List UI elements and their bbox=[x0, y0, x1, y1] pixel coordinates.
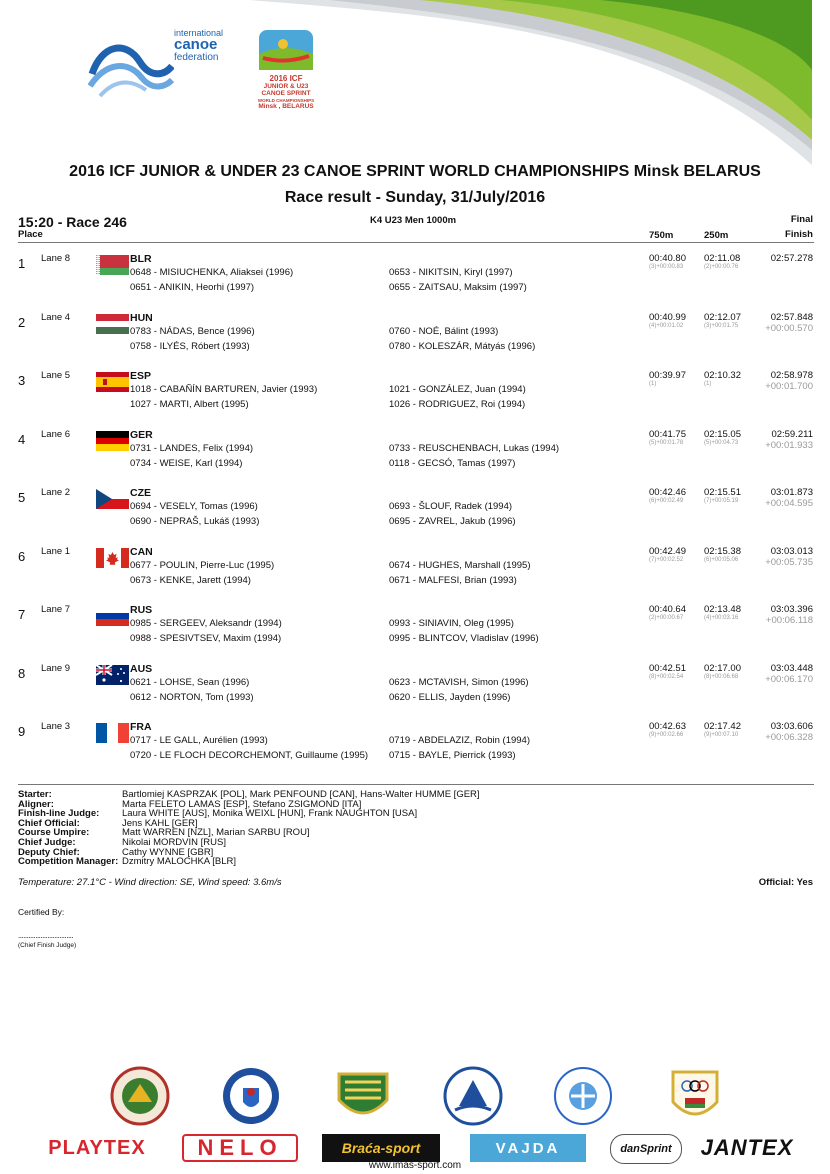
result-row bbox=[0, 602, 830, 660]
split-250m-time: 02:15.38 bbox=[704, 546, 741, 557]
sponsor-playtex: PLAYTEX bbox=[48, 1136, 146, 1159]
sports-ministry-emblem-icon bbox=[553, 1066, 613, 1126]
result-row bbox=[0, 427, 830, 485]
split-250m-rank: (1) bbox=[704, 381, 712, 387]
place-number: 5 bbox=[18, 490, 26, 505]
place-number: 7 bbox=[18, 607, 26, 622]
signature-line: ................................ bbox=[18, 931, 74, 940]
athlete-name: 0118 - GECSÓ, Tamas (1997) bbox=[389, 458, 516, 469]
athlete-name: 0620 - ELLIS, Jayden (1996) bbox=[389, 692, 511, 703]
icf-logo-line-2: canoe bbox=[174, 36, 218, 53]
sponsor-braca-sport: Braća-sport bbox=[322, 1134, 440, 1162]
split-250m-time: 02:17.42 bbox=[704, 721, 741, 732]
place-number: 4 bbox=[18, 432, 26, 447]
icf-logo bbox=[88, 26, 238, 106]
official-names: Dzmitry MALOCHKA [BLR] bbox=[122, 856, 237, 868]
canoe-emblem-icon bbox=[255, 28, 317, 72]
athlete-name: 0717 - LE GALL, Aurélien (1993) bbox=[130, 735, 268, 746]
lane-label: Lane 1 bbox=[41, 546, 71, 557]
country-code: HUN bbox=[130, 312, 153, 324]
lane-label: Lane 9 bbox=[41, 663, 71, 674]
split-250m-time: 02:15.51 bbox=[704, 487, 741, 498]
page-subtitle: Race result - Sunday, 31/July/2016 bbox=[284, 189, 546, 206]
athlete-name: 0734 - WEISE, Karl (1994) bbox=[130, 458, 243, 469]
country-code: BLR bbox=[130, 253, 152, 265]
split-250m-time: 02:12.07 bbox=[704, 312, 741, 323]
time-behind: +00:05.735 bbox=[765, 557, 813, 568]
country-code: ESP bbox=[130, 370, 152, 382]
lane-label: Lane 4 bbox=[41, 312, 71, 323]
minsk-coat-of-arms-icon bbox=[221, 1066, 281, 1126]
athlete-name: 0780 - KOLESZÁR, Mátyás (1996) bbox=[389, 341, 536, 352]
split-250m-time: 02:15.05 bbox=[704, 429, 741, 440]
finish-time: 03:03.396 bbox=[770, 604, 813, 615]
finish-time: 02:57.278 bbox=[770, 253, 813, 264]
finish-time: 03:01.873 bbox=[770, 487, 813, 498]
split-250m-time: 02:13.48 bbox=[704, 604, 741, 615]
split-750m-rank: (3)+00:00.83 bbox=[649, 264, 684, 270]
rus-flag-icon bbox=[96, 606, 129, 626]
time-behind: +00:06.118 bbox=[765, 615, 813, 626]
athlete-name: 0995 - BLINTCOV, Vladislav (1996) bbox=[389, 633, 539, 644]
split-750m-time: 00:40.99 bbox=[649, 312, 686, 323]
split-250m-rank: (7)+00:05.19 bbox=[704, 498, 739, 504]
event-logo-line-3: CANOE SPRINT bbox=[261, 90, 311, 97]
athlete-name: 1026 - RODRIGUEZ, Roi (1994) bbox=[389, 399, 526, 410]
finish-time: 03:03.448 bbox=[770, 663, 813, 674]
federation-crest-icon bbox=[110, 1066, 170, 1126]
sponsor-vajda: VAJDA bbox=[470, 1134, 586, 1162]
olympic-committee-emblem-icon bbox=[665, 1066, 725, 1126]
time-behind: +00:06.328 bbox=[765, 732, 813, 743]
split-750m-rank: (9)+00:02.66 bbox=[649, 732, 684, 738]
athlete-name: 0760 - NOÉ, Bálint (1993) bbox=[389, 326, 499, 337]
split-750m-rank: (6)+00:02.49 bbox=[649, 498, 684, 504]
country-code: CZE bbox=[130, 487, 151, 499]
place-number: 2 bbox=[18, 315, 26, 330]
website-url: www.imas-sport.com bbox=[368, 1160, 462, 1171]
split-250m-time: 02:11.08 bbox=[704, 253, 741, 264]
official-role-label: Finish-line Judge: bbox=[18, 808, 100, 820]
place-number: 3 bbox=[18, 373, 26, 388]
official-role-label: Starter: bbox=[18, 789, 52, 800]
event-logo-line-2: JUNIOR & U23 bbox=[263, 83, 309, 90]
sponsor-dansprint: danSprint bbox=[610, 1134, 682, 1164]
official-role-label: Deputy Chief: bbox=[18, 846, 80, 858]
official-names: Cathy WYNNE [GBR] bbox=[122, 846, 214, 858]
finish-time: 03:03.606 bbox=[770, 721, 813, 732]
split-750m-time: 00:40.80 bbox=[649, 253, 686, 264]
lane-label: Lane 5 bbox=[41, 370, 71, 381]
athlete-name: 0612 - NORTON, Tom (1993) bbox=[130, 692, 254, 703]
championships-logo bbox=[255, 28, 317, 112]
icf-logo-line-1: international bbox=[174, 28, 224, 38]
official-role-label: Competition Manager: bbox=[18, 856, 119, 868]
athlete-name: 0758 - ILYÉS, Róbert (1993) bbox=[130, 341, 250, 352]
finish-time: 02:57.848 bbox=[770, 312, 813, 323]
esp-flag-icon bbox=[96, 372, 129, 392]
result-row bbox=[0, 485, 830, 543]
athlete-name: 0674 - HUGHES, Marshall (1995) bbox=[389, 560, 531, 571]
split-750m-rank: (5)+00:01.78 bbox=[649, 440, 684, 446]
official-names: Laura WHITE [AUS], Monika WEIXL [HUN], Frank NAUGHTON [USA] bbox=[122, 808, 418, 820]
official-names: Matt WARREN [NZL], Marian SARBU [ROU] bbox=[122, 827, 310, 839]
split-250m-rank: (8)+00:06.68 bbox=[704, 674, 739, 680]
split-750m-time: 00:42.49 bbox=[649, 546, 686, 557]
split-750m-time: 00:39.97 bbox=[649, 370, 686, 381]
athlete-name: 0653 - NIKITSIN, Kiryl (1997) bbox=[389, 267, 513, 278]
athlete-name: 0715 - BAYLE, Pierrick (1993) bbox=[389, 750, 516, 761]
official-names: Bartlomiej KASPRZAK [POL], Mark PENFOUND [CAN], Hans-Walter HUMME [GER] bbox=[122, 789, 480, 800]
split-750m-time: 00:40.64 bbox=[649, 604, 686, 615]
signature-role: (Chief Finish Judge) bbox=[18, 942, 77, 949]
athlete-name: 0988 - SPESIVTSEV, Maxim (1994) bbox=[130, 633, 282, 644]
official-role-label: Chief Official: bbox=[18, 817, 80, 829]
result-row bbox=[0, 544, 830, 602]
fra-flag-icon bbox=[96, 723, 129, 743]
place-number: 8 bbox=[18, 666, 26, 681]
time-behind: +00:00.570 bbox=[765, 323, 813, 334]
sponsor-nelo: NELO bbox=[182, 1134, 298, 1162]
athlete-name: 0677 - POULIN, Pierre-Luc (1995) bbox=[130, 560, 275, 571]
event-logo-line-4: WORLD CHAMPIONSHIPS bbox=[257, 98, 315, 103]
official-role-label: Chief Judge: bbox=[18, 837, 76, 848]
finish-time: 02:59.211 bbox=[771, 429, 813, 440]
split-750m-rank: (7)+00:02.52 bbox=[649, 557, 684, 563]
athlete-name: 0690 - NEPRAŠ, Lukáš (1993) bbox=[130, 516, 260, 527]
cze-flag-icon bbox=[96, 489, 129, 509]
official-names: Nikolai MORDVIN [RUS] bbox=[122, 837, 226, 848]
event-name: K4 U23 Men 1000m bbox=[370, 215, 457, 226]
athlete-name: 0719 - ABDELAZIZ, Robin (1994) bbox=[389, 735, 530, 746]
page-title: 2016 ICF JUNIOR & UNDER 23 CANOE SPRINT WORLD CHAMPIONSHIPS Minsk BELARUS bbox=[69, 163, 761, 180]
official-status: Official: Yes bbox=[758, 877, 813, 888]
country-code: GER bbox=[130, 429, 153, 441]
rowing-federation-emblem-icon bbox=[443, 1066, 503, 1126]
official-names: Marta FELETO LAMAS [ESP], Stefano ZSIGMOND [ITA] bbox=[122, 798, 362, 810]
split-250m-rank: (3)+00:01.75 bbox=[704, 323, 739, 329]
split-250m-time: 02:17.00 bbox=[704, 663, 741, 674]
place-number: 1 bbox=[18, 256, 26, 271]
country-code: AUS bbox=[130, 663, 153, 675]
aus-flag-icon bbox=[96, 665, 129, 685]
athlete-name: 0648 - MISIUCHENKA, Aliaksei (1996) bbox=[130, 267, 294, 278]
split-750m-time: 00:42.63 bbox=[649, 721, 686, 732]
lane-label: Lane 8 bbox=[41, 253, 71, 264]
athlete-name: 0671 - MALFESI, Brian (1993) bbox=[389, 575, 517, 586]
athlete-name: 0694 - VESELY, Tomas (1996) bbox=[130, 501, 258, 512]
place-number: 9 bbox=[18, 724, 26, 739]
split-750m-time: 00:42.51 bbox=[649, 663, 686, 674]
split-250m-rank: (5)+00:04.73 bbox=[704, 440, 739, 446]
event-logo-line-1: 2016 ICF bbox=[269, 74, 303, 83]
hun-flag-icon bbox=[96, 314, 129, 334]
result-row bbox=[0, 251, 830, 309]
time-behind: +00:06.170 bbox=[765, 674, 813, 685]
split-250m-rank: (4)+00:03.16 bbox=[704, 615, 739, 621]
split-750m-rank: (1) bbox=[649, 381, 657, 387]
icf-logo-line-3: federation bbox=[174, 52, 219, 63]
finish-time: 02:58.978 bbox=[770, 370, 813, 381]
athlete-name: 0673 - KENKE, Jarett (1994) bbox=[130, 575, 251, 586]
lane-label: Lane 3 bbox=[41, 721, 71, 732]
sponsor-jantex: JANTEX bbox=[700, 1135, 794, 1160]
ger-flag-icon bbox=[96, 431, 129, 451]
time-behind: +00:01.700 bbox=[765, 381, 813, 392]
athlete-name: 0623 - MCTAVISH, Simon (1996) bbox=[389, 677, 529, 688]
split-750m-rank: (2)+00:00.67 bbox=[649, 615, 684, 621]
split-250m-rank: (2)+00:00.76 bbox=[704, 264, 739, 270]
header-divider bbox=[18, 242, 814, 243]
athlete-name: 1021 - GONZÁLEZ, Juan (1994) bbox=[389, 384, 526, 395]
results-divider bbox=[18, 784, 814, 785]
col-finish-header: Finish bbox=[785, 229, 813, 240]
athlete-name: 0993 - SINIAVIN, Oleg (1995) bbox=[389, 618, 514, 629]
col-place-header: Place bbox=[18, 229, 43, 240]
lane-label: Lane 6 bbox=[41, 429, 71, 440]
icf-wave-icon bbox=[88, 26, 174, 104]
lane-label: Lane 7 bbox=[41, 604, 71, 615]
athlete-name: 0731 - LANDES, Felix (1994) bbox=[130, 443, 254, 454]
col-750m-header: 750m bbox=[649, 230, 674, 241]
official-names: Jens KAHL [GER] bbox=[122, 817, 198, 829]
split-750m-time: 00:42.46 bbox=[649, 487, 686, 498]
athlete-name: 0733 - REUSCHENBACH, Lukas (1994) bbox=[389, 443, 560, 454]
split-750m-rank: (8)+00:02.54 bbox=[649, 674, 684, 680]
split-250m-rank: (6)+00:05.06 bbox=[704, 557, 739, 563]
certified-by-label: Certified By: bbox=[18, 907, 65, 917]
athlete-name: 0695 - ZAVREL, Jakub (1996) bbox=[389, 516, 516, 527]
event-logo-line-5: Minsk , BELARUS bbox=[258, 103, 314, 110]
country-code: RUS bbox=[130, 604, 153, 616]
athlete-name: 0693 - ŠLOUF, Radek (1994) bbox=[389, 501, 513, 512]
result-row bbox=[0, 310, 830, 368]
athlete-name: 1027 - MARTI, Albert (1995) bbox=[130, 399, 249, 410]
split-250m-rank: (9)+00:07.10 bbox=[704, 732, 739, 738]
time-behind: +00:04.595 bbox=[765, 498, 813, 509]
result-row bbox=[0, 719, 830, 777]
athlete-name: 0651 - ANIKIN, Heorhi (1997) bbox=[130, 282, 255, 293]
athlete-name: 0720 - LE FLOCH DECORCHEMONT, Guillaume (1995) bbox=[130, 750, 369, 761]
athlete-name: 1018 - CABAÑÍN BARTUREN, Javier (1993) bbox=[130, 384, 318, 395]
result-row bbox=[0, 368, 830, 426]
official-role-label: Course Umpire: bbox=[18, 827, 90, 839]
lane-label: Lane 2 bbox=[41, 487, 71, 498]
blr-flag-icon bbox=[96, 255, 129, 275]
official-role-label: Aligner: bbox=[18, 798, 54, 810]
time-behind: +00:01.933 bbox=[765, 440, 813, 451]
col-250m-header: 250m bbox=[704, 230, 729, 241]
split-750m-rank: (4)+00:01.02 bbox=[649, 323, 684, 329]
race-time-number: 15:20 - Race 246 bbox=[18, 214, 127, 230]
weather-conditions: Temperature: 27.1°C - Wind direction: SE, Wind speed: 3.6m/s bbox=[18, 877, 282, 888]
athlete-name: 0985 - SERGEEV, Aleksandr (1994) bbox=[130, 618, 282, 629]
country-code: FRA bbox=[130, 721, 152, 733]
regional-coat-of-arms-icon bbox=[333, 1066, 393, 1126]
athlete-name: 0783 - NÁDAS, Bence (1996) bbox=[130, 326, 255, 337]
can-flag-icon bbox=[96, 548, 129, 568]
athlete-name: 0621 - LOHSE, Sean (1996) bbox=[130, 677, 250, 688]
finish-time: 03:03.013 bbox=[770, 546, 813, 557]
place-number: 6 bbox=[18, 549, 26, 564]
athlete-name: 0655 - ZAITSAU, Maksim (1997) bbox=[389, 282, 527, 293]
race-stage: Final bbox=[790, 214, 813, 225]
result-row bbox=[0, 661, 830, 719]
split-750m-time: 00:41.75 bbox=[649, 429, 686, 440]
country-code: CAN bbox=[130, 546, 153, 558]
split-250m-time: 02:10.32 bbox=[704, 370, 741, 381]
